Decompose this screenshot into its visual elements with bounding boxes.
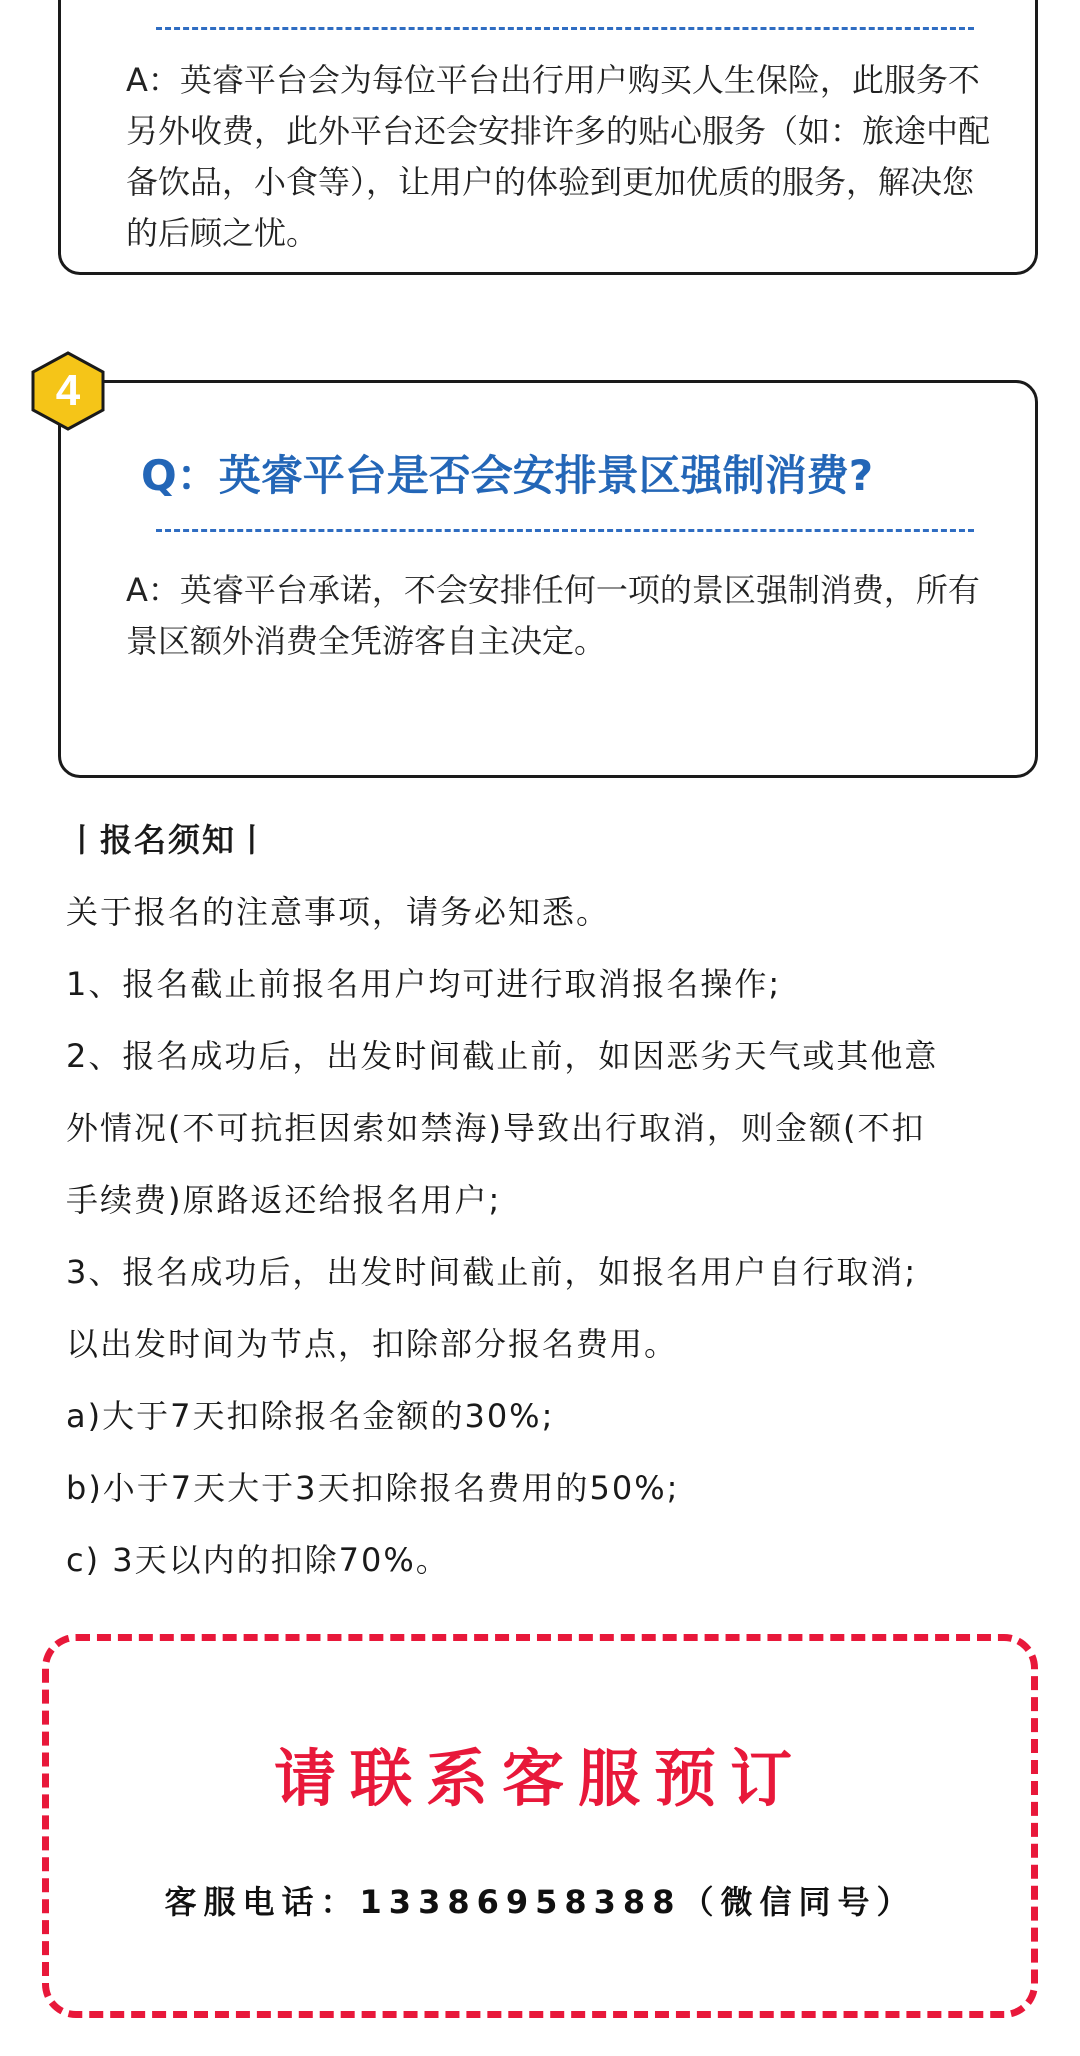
contact-title: 请联系客服预订: [273, 1742, 806, 1815]
notice-line: 关于报名的注意事项，请务必知悉。: [66, 893, 611, 931]
notice-line: 1、报名截止前报名用户均可进行取消报名操作;: [66, 965, 782, 1003]
notice-line: 3、报名成功后，出发时间截止前，如报名用户自行取消;: [66, 1253, 918, 1291]
faq-card-3: [58, 0, 1038, 275]
notice-title: 丨报名须知丨: [66, 821, 271, 859]
contact-box: [42, 1634, 1038, 2018]
notice-line: 手续费)原路返还给报名用户;: [66, 1181, 502, 1219]
faq-answer-4: A：英睿平台承诺，不会安排任何一项的景区强制消费，所有景区额外消费全凭游客自主决定。: [126, 571, 980, 660]
contact-phone[interactable]: 客服电话：13386958388（微信同号）: [164, 1883, 916, 1921]
notice-line: 外情况(不可抗拒因索如禁海)导致出行取消，则金额(不扣: [66, 1109, 926, 1147]
faq-card-4: [58, 380, 1038, 778]
faq-question-4: Q：英睿平台是否会安排景区强制消费?: [141, 451, 874, 500]
faq-divider: [156, 27, 974, 30]
notice-line: 以出发时间为节点，扣除部分报名费用。: [66, 1325, 679, 1363]
faq-divider: [156, 529, 974, 532]
notice-line: b)小于7天大于3天扣除报名费用的50%;: [66, 1469, 680, 1507]
faq-number-badge-4: [30, 350, 106, 432]
faq-answer-3: A：英睿平台会为每位平台出行用户购买人生保险，此服务不另外收费，此外平台还会安排许多的贴心服务（如：旅途中配备饮品，小食等），让用户的体验到更加优质的服务，解决您的后顾之忧。: [126, 61, 991, 252]
badge-number: 4: [55, 366, 81, 415]
notice-line: a)大于7天扣除报名金额的30%;: [66, 1397, 555, 1435]
notice-line: c) 3天以内的扣除70%。: [66, 1541, 450, 1579]
registration-notice: [66, 804, 1026, 1596]
notice-line: 2、报名成功后，出发时间截止前，如因恶劣天气或其他意: [66, 1037, 939, 1075]
